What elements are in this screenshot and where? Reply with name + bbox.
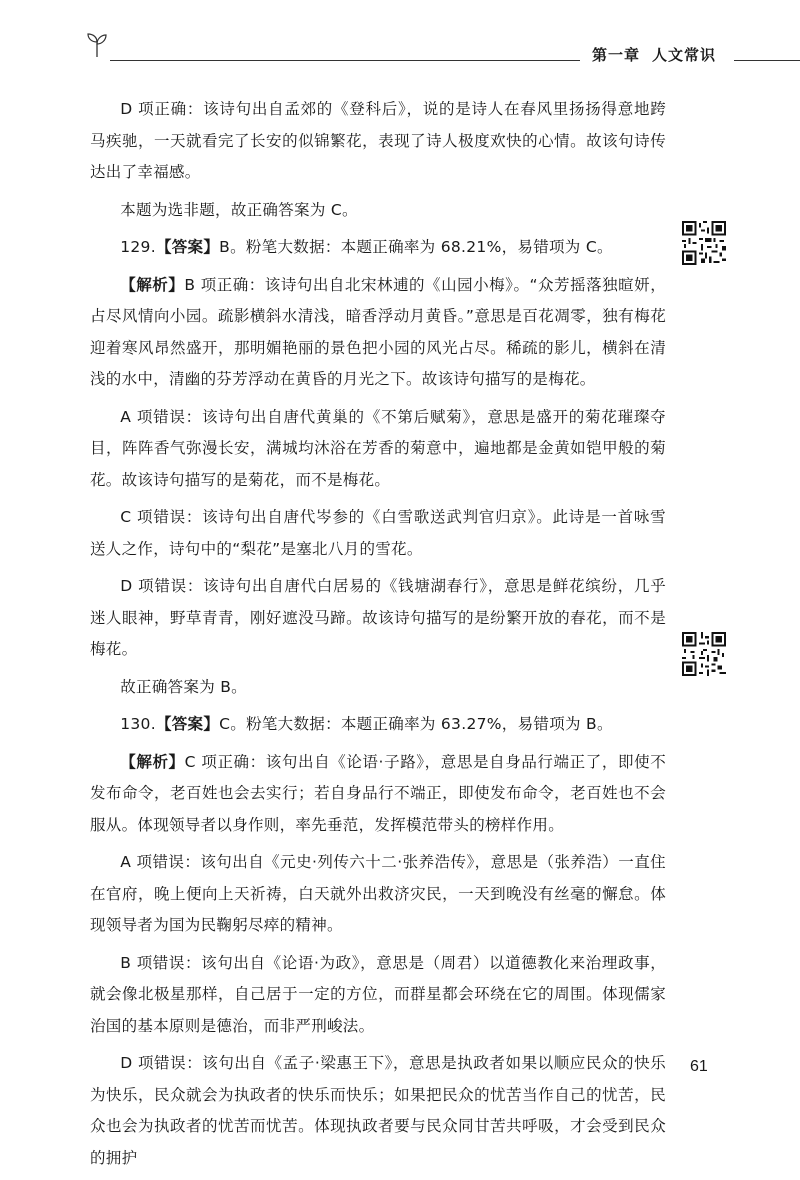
answer-tag: 【答案】 [155, 238, 220, 256]
paragraph-text: B 项错误：该句出自《论语·为政》，意思是（周君）以道德教化来治理政事，就会像北极星那样，自己居于一定的方位，而群星都会环绕在它的周围。体现儒家治国的基本原则是德治，而非严刑峻法。 [90, 953, 666, 1035]
answer-line-129 [90, 232, 666, 264]
paragraph [90, 571, 666, 666]
header-rule-right [734, 60, 800, 61]
chapter-heading [592, 44, 716, 65]
paragraph-text: C。粉笔大数据：本题正确率为 63.27%，易错项为 B。 [219, 715, 613, 733]
paragraph-text: A 项错误：该句出自《元史·列传六十二·张养浩传》，意思是（张养浩）一直住在官府，晚上便向上天祈祷，白天就外出救济灾民，一天到晚没有丝毫的懈怠。体现领导者为国为民鞠躬尽瘁的精神。 [90, 853, 666, 934]
paragraph-text: C 项正确：该句出自《论语·子路》，意思是自身品行端正了，即使不发布命令，老百姓也会去实行；若自身品行不端正，即使发布命令，老百姓也不会服从。体现领导者以身作则，率先垂范，发挥模范带头的榜样作用。 [90, 752, 667, 834]
page-header [0, 0, 800, 80]
paragraph [90, 94, 666, 189]
question-number: 129. [120, 238, 156, 256]
qr-code-icon[interactable] [682, 632, 726, 676]
paragraph-text: C 项错误：该诗句出自唐代岑参的《白雪歌送武判官归京》。此诗是一首咏雪送人之作，诗句中的“梨花”是塞北八月的雪花。 [90, 508, 666, 558]
paragraph-text: 故正确答案为 B。 [120, 677, 247, 696]
paragraph [90, 672, 666, 704]
paragraph-text: D 项错误：该诗句出自唐代白居易的《钱塘湖春行》，意思是鲜花缤纷，几乎迷人眼神，野草青青，刚好遮没马蹄。故该诗句描写的是纷繁开放的春花，而不是梅花。 [90, 577, 666, 658]
paragraph [90, 847, 666, 942]
analysis-tag: 【解析】 [120, 275, 185, 294]
paragraph-text: B。粉笔大数据：本题正确率为 68.21%，易错项为 C。 [219, 238, 613, 256]
paragraph [90, 402, 666, 497]
paragraph-text: D 项正确：该诗句出自孟郊的《登科后》，说的是诗人在春风里扬扬得意地跨马疾驰，一天就看完了长安的似锦繁花，表现了诗人极度欢快的心情。故该句诗传达出了幸福感。 [90, 100, 666, 181]
answer-tag: 【答案】 [155, 715, 220, 733]
page-number: 61 [690, 1058, 708, 1075]
paragraph [90, 948, 666, 1043]
paragraph [90, 1048, 666, 1174]
paragraph-text: B 项正确：该诗句出自北宋林逋的《山园小梅》。“众芳摇落独暄妍，占尽风情向小园。疏影横斜水清浅，暗香浮动月黄昏。”意思是百花凋零，独有梅花迎着寒风昂然盛开，那明媚艳丽的景色把小园的风光占尽。稀疏的影儿，横斜在清浅的水中，清幽的芬芳浮动在黄昏的月光之下。故该诗句描写的是梅花。 [90, 275, 666, 388]
sprout-icon [86, 32, 108, 58]
analysis-paragraph [90, 270, 666, 396]
chapter-title: 人文常识 [652, 46, 717, 64]
header-rule-left [110, 60, 580, 61]
paragraph-text: 本题为选非题，故正确答案为 C。 [120, 200, 358, 219]
page-body [90, 94, 666, 1180]
paragraph [90, 502, 666, 565]
analysis-tag: 【解析】 [120, 752, 185, 771]
paragraph-text: A 项错误：该诗句出自唐代黄巢的《不第后赋菊》，意思是盛开的菊花璀璨夺目，阵阵香气弥漫长安，满城均沐浴在芳香的菊意中，遍地都是金黄如铠甲般的菊花。故该诗句描写的是菊花，而不是梅花。 [90, 407, 666, 489]
answer-line-130 [90, 709, 666, 741]
chapter-number: 第一章 [592, 46, 641, 64]
analysis-paragraph [90, 747, 666, 842]
qr-code-icon[interactable] [682, 221, 726, 265]
paragraph [90, 195, 666, 227]
paragraph-text: D 项错误：该句出自《孟子·梁惠王下》，意思是执政者如果以顺应民众的快乐为快乐，民众就会为执政者的快乐而快乐；如果把民众的忧苦当作自己的忧苦，民众也会为执政者的忧苦而忧苦。体现执政者要与民众同甘苦共呼吸，才会受到民众的拥护 [90, 1054, 666, 1167]
question-number: 130. [120, 715, 156, 733]
